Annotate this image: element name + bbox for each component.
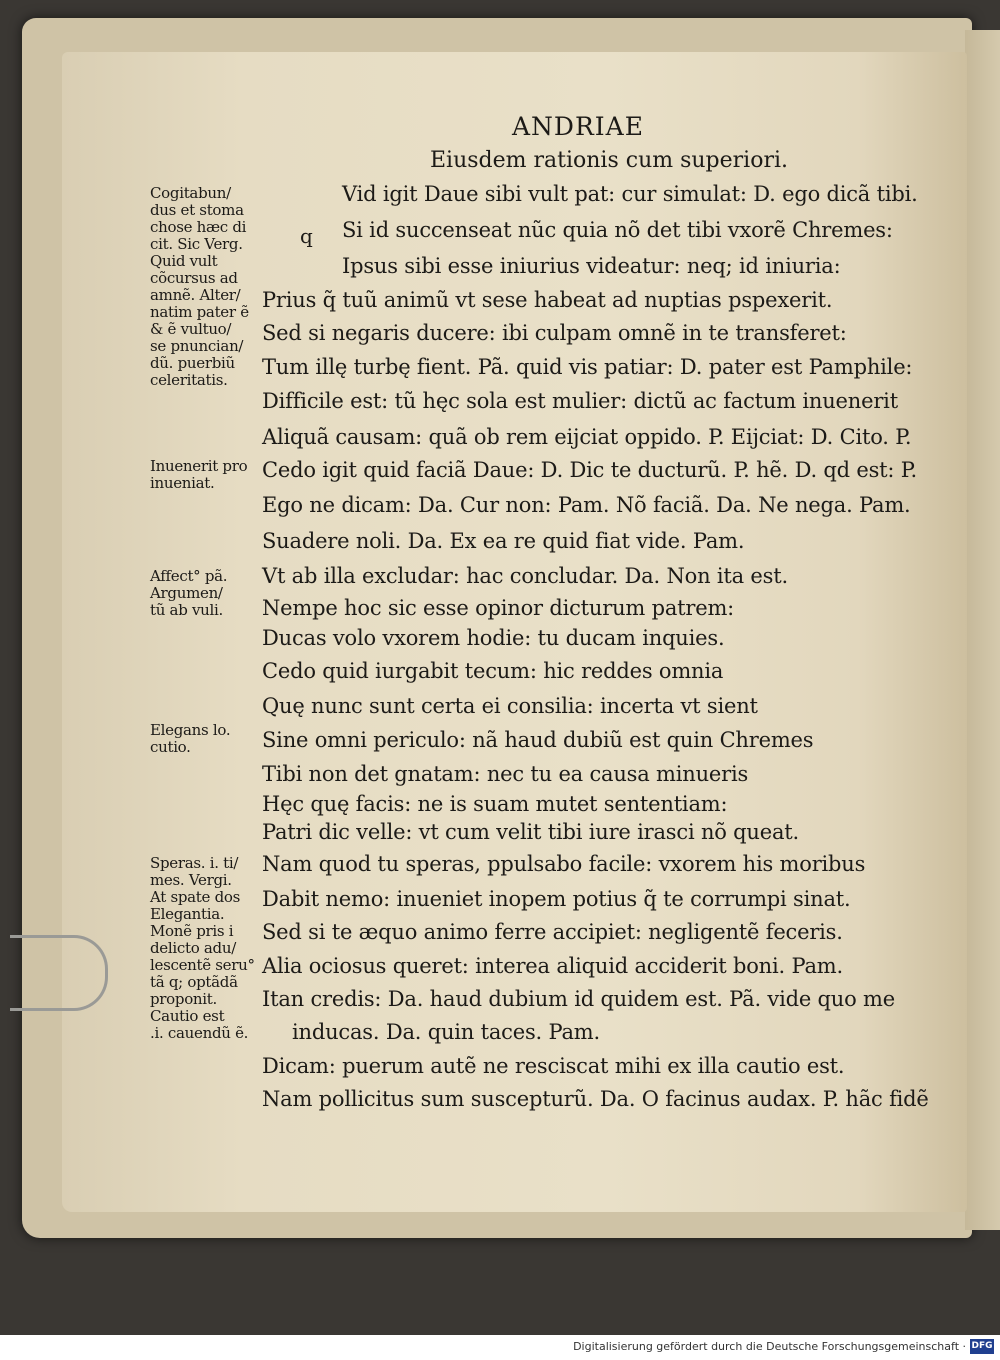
verse-line: Dicam: puerum autẽ ne resciscat mihi ex illa cautio est. <box>262 1054 845 1078</box>
verse-line: Aliquã causam: quã ob rem eijciat oppido. P. Eijciat: D. Cito. P. <box>262 425 912 449</box>
verse-line: Nam pollicitus sum suscepturũ. Da. O facinus audax. P. hãc fidẽ <box>262 1087 929 1111</box>
footer-bar <box>0 1335 1000 1360</box>
verse-line: Nam quod tu speras, ppulsabo facile: vxorem his moribus <box>262 852 866 876</box>
verse-line: Ipsus sibi esse iniurius videatur: neq; id iniuria: <box>342 254 841 278</box>
verse-line: Cedo igit quid faciã Daue: D. Dic te ducturũ. P. hẽ. D. qd est: P. <box>262 458 917 482</box>
verse-line: Vt ab illa excludar: hac concludar. Da. Non ita est. <box>262 564 788 588</box>
verse-line: Vid igit Daue sibi vult pat: cur simulat: D. ego dicã tibi. <box>342 182 918 206</box>
verse-line: Itan credis: Da. haud dubium id quidem est. Pã. vide quo me <box>262 987 895 1011</box>
running-head: ANDRIAE <box>512 112 644 141</box>
verse-line: Sed si te æquo animo ferre accipiet: negligentẽ feceris. <box>262 920 843 944</box>
verse-line: Si id succenseat nũc quia nõ det tibi vxorẽ Chremes: <box>342 218 893 242</box>
verse-line: Alia ociosus queret: interea aliquid acciderit boni. Pam. <box>262 954 843 978</box>
verse-line: Sed si negaris ducere: ibi culpam omnẽ in te transferet: <box>262 321 847 345</box>
verse-line: Tibi non det gnatam: nec tu ea causa minueris <box>262 762 749 786</box>
gloss-speras: Speras. i. ti/ mes. Vergi. At spate dos Elegantia. Monẽ pris i delicto adu/ lescentẽ seru° tã q; optãdã proponit. Cautio est .i. cauendũ ẽ. <box>150 854 255 1042</box>
margin-marker: q <box>300 224 313 248</box>
funding-credit: Digitalisierung gefördert durch die Deutsche Forschungsgemeinschaft · <box>573 1340 966 1353</box>
verse-line: Ducas volo vxorem hodie: tu ducam inquies. <box>262 626 725 650</box>
facing-page-edge <box>965 30 1000 1230</box>
verse-line: inducas. Da. quin taces. Pam. <box>292 1020 600 1044</box>
verse-line: Suadere noli. Da. Ex ea re quid fiat vide. Pam. <box>262 529 745 553</box>
gloss-cogitabundus: Cogitabun/ dus et stoma chose hæc di cit. Sic Verg. Quid vult cõcursus ad amnẽ. Alter/ natim pater ẽ & ẽ vultuo/ se pnuncian/ dũ. puerbiũ celeritatis. <box>150 184 249 389</box>
verse-line: Nempe hoc sic esse opinor dicturum patrem: <box>262 596 735 620</box>
verse-line: Hęc quę facis: ne is suam mutet sententiam: <box>262 792 728 816</box>
verse-line: Dabit nemo: inueniet inopem potius q̃ te corrumpi sinat. <box>262 887 851 911</box>
verse-line: Patri dic velle: vt cum velit tibi iure irasci nõ queat. <box>262 820 800 844</box>
verse-line: Difficile est: tũ hęc sola est mulier: dictũ ac factum inuenerit <box>262 389 898 413</box>
gloss-inuenerit: Inuenerit pro inueniat. <box>150 457 248 492</box>
verse-line: Prius q̃ tuũ animũ vt sese habeat ad nuptias pspexerit. <box>262 288 833 312</box>
gloss-affectus: Affect° pã. Argumen/ tũ ab vuli. <box>150 567 228 619</box>
gloss-elegans: Elegans lo. cutio. <box>150 721 231 756</box>
verse-line: Quę nunc sunt certa ei consilia: incerta vt sient <box>262 694 758 718</box>
verse-line: Tum illę turbę fient. Pã. quid vis patiar: D. pater est Pamphile: <box>262 355 913 379</box>
verse-line: Ego ne dicam: Da. Cur non: Pam. Nõ faciã. Da. Ne nega. Pam. <box>262 493 911 517</box>
dfg-logo-icon: DFG <box>970 1339 994 1354</box>
verse-line: Cedo quid iurgabit tecum: hic reddes omnia <box>262 659 724 683</box>
scene-subtitle: Eiusdem rationis cum superiori. <box>430 148 789 173</box>
paper-clip <box>10 935 108 1011</box>
verse-line: Sine omni periculo: nã haud dubiũ est quin Chremes <box>262 728 814 752</box>
